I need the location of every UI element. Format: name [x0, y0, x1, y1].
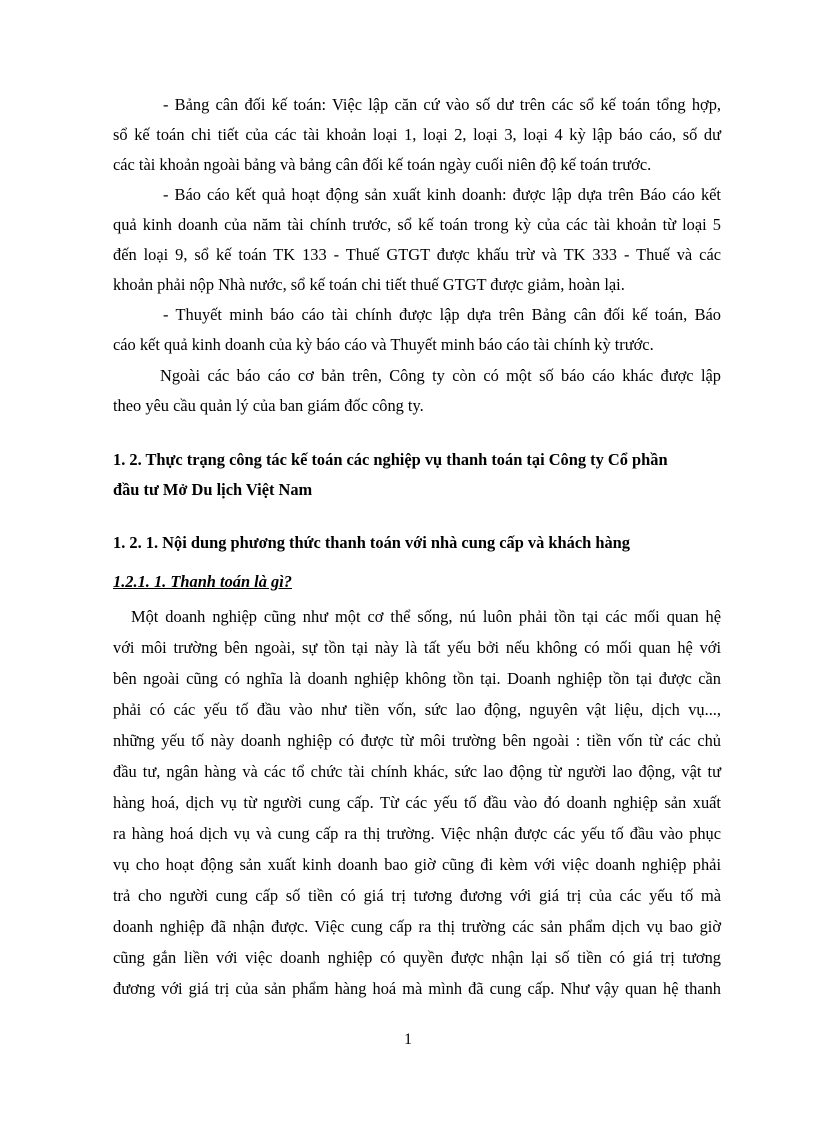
income-statement-line-1: - Báo cáo kết quả hoạt động sản xuất kinh doanh: được lập dựa trên Báo cáo kết	[163, 185, 721, 204]
section-heading-1-2-line-2: đầu tư Mở Du lịch Việt Nam	[113, 480, 313, 499]
page-number: 1	[404, 1031, 412, 1048]
body-line-4: phải có các yếu tố đầu vào như tiền vốn, sức lao động, nguyên vật liệu, dịch vụ...,	[113, 700, 721, 719]
body-line-9: vụ cho hoạt động sản xuất kinh doanh bao giờ cũng đi kèm với việc doanh nghiệp phải	[113, 855, 721, 874]
notes-line-1: - Thuyết minh báo cáo tài chính được lập dựa trên Bảng cân đối kế toán, Báo	[163, 305, 721, 324]
body-line-1: Một doanh nghiệp cũng như một cơ thể sống, nú luôn phải tồn tại các mối quan hệ	[131, 607, 721, 626]
balance-sheet-line-1: - Bảng cân đối kế toán: Việc lập căn cứ vào số dư trên các sổ kế toán tổng hợp,	[163, 95, 721, 114]
body-line-7: hàng hoá, dịch vụ từ người cung cấp. Từ các yếu tố đầu vào đó doanh nghiệp sản xuất	[113, 793, 721, 812]
body-line-11: doanh nghiệp đã nhận được. Việc cung cấp ra thị trường các sản phẩm dịch vụ bao giờ	[113, 917, 721, 936]
body-line-8: ra hàng hoá dịch vụ và cung cấp ra thị trường. Việc nhận được các yếu tố đầu vào phục	[113, 824, 721, 843]
body-line-3: bên ngoài cũng có nghĩa là doanh nghiệp không tồn tại. Doanh nghiệp tồn tại được cần	[113, 669, 721, 688]
income-statement-line-3: đến loại 9, sổ kế toán TK 133 - Thuế GTGT được khấu trừ và TK 333 - Thuế và các	[113, 245, 721, 264]
subsection-heading-1-2-1-1: 1.2.1. 1. Thanh toán là gì?	[113, 572, 292, 591]
body-line-6: đầu tư, ngân hàng và các tổ chức tài chính khác, sức lao động từ người lao động, vật tư	[113, 762, 721, 781]
income-statement-line-4: khoản phải nộp Nhà nước, sổ kế toán chi tiết thuế GTGT được giảm, hoàn lại.	[113, 275, 625, 294]
section-heading-1-2-line-1: 1. 2. Thực trạng công tác kế toán các nghiệp vụ thanh toán tại Công ty Cổ phần	[113, 450, 668, 469]
notes-line-2: cáo kết quả kinh doanh của kỳ báo cáo và Thuyết minh báo cáo tài chính kỳ trước.	[113, 335, 654, 354]
body-line-13: đương với giá trị của sản phẩm hàng hoá mà mình đã cung cấp. Như vậy quan hệ thanh	[113, 979, 721, 998]
section-heading-1-2-1: 1. 2. 1. Nội dung phương thức thanh toán với nhà cung cấp và khách hàng	[113, 533, 630, 552]
other-reports-line-1: Ngoài các báo cáo cơ bản trên, Công ty còn có một số báo cáo khác được lập	[160, 366, 721, 385]
body-line-12: cũng gắn liền với việc doanh nghiệp có quyền được nhận lại số tiền có giá trị tương	[113, 948, 721, 967]
other-reports-line-2: theo yêu cầu quản lý của ban giám đốc công ty.	[113, 396, 424, 415]
income-statement-line-2: quả kinh doanh của năm tài chính trước, sổ kế toán trong kỳ của các tài khoản từ loại 5	[113, 215, 721, 234]
balance-sheet-line-3: các tài khoản ngoài bảng và bảng cân đối kế toán ngày cuối niên độ kế toán trước.	[113, 155, 652, 174]
body-line-2: với môi trường bên ngoài, sự tồn tại này là tất yếu bởi nếu không có mối quan hệ với	[113, 638, 721, 657]
body-line-5: những yếu tố này doanh nghiệp có được từ môi trường bên ngoài : tiền vốn từ các chủ	[113, 731, 721, 750]
balance-sheet-line-2: sổ kế toán chi tiết của các tài khoản loại 1, loại 2, loại 3, loại 4 kỳ lập báo cáo, số dư	[113, 125, 721, 144]
body-line-10: trả cho người cung cấp số tiền có giá trị tương đương với giá trị của các yếu tố mà	[113, 886, 721, 905]
